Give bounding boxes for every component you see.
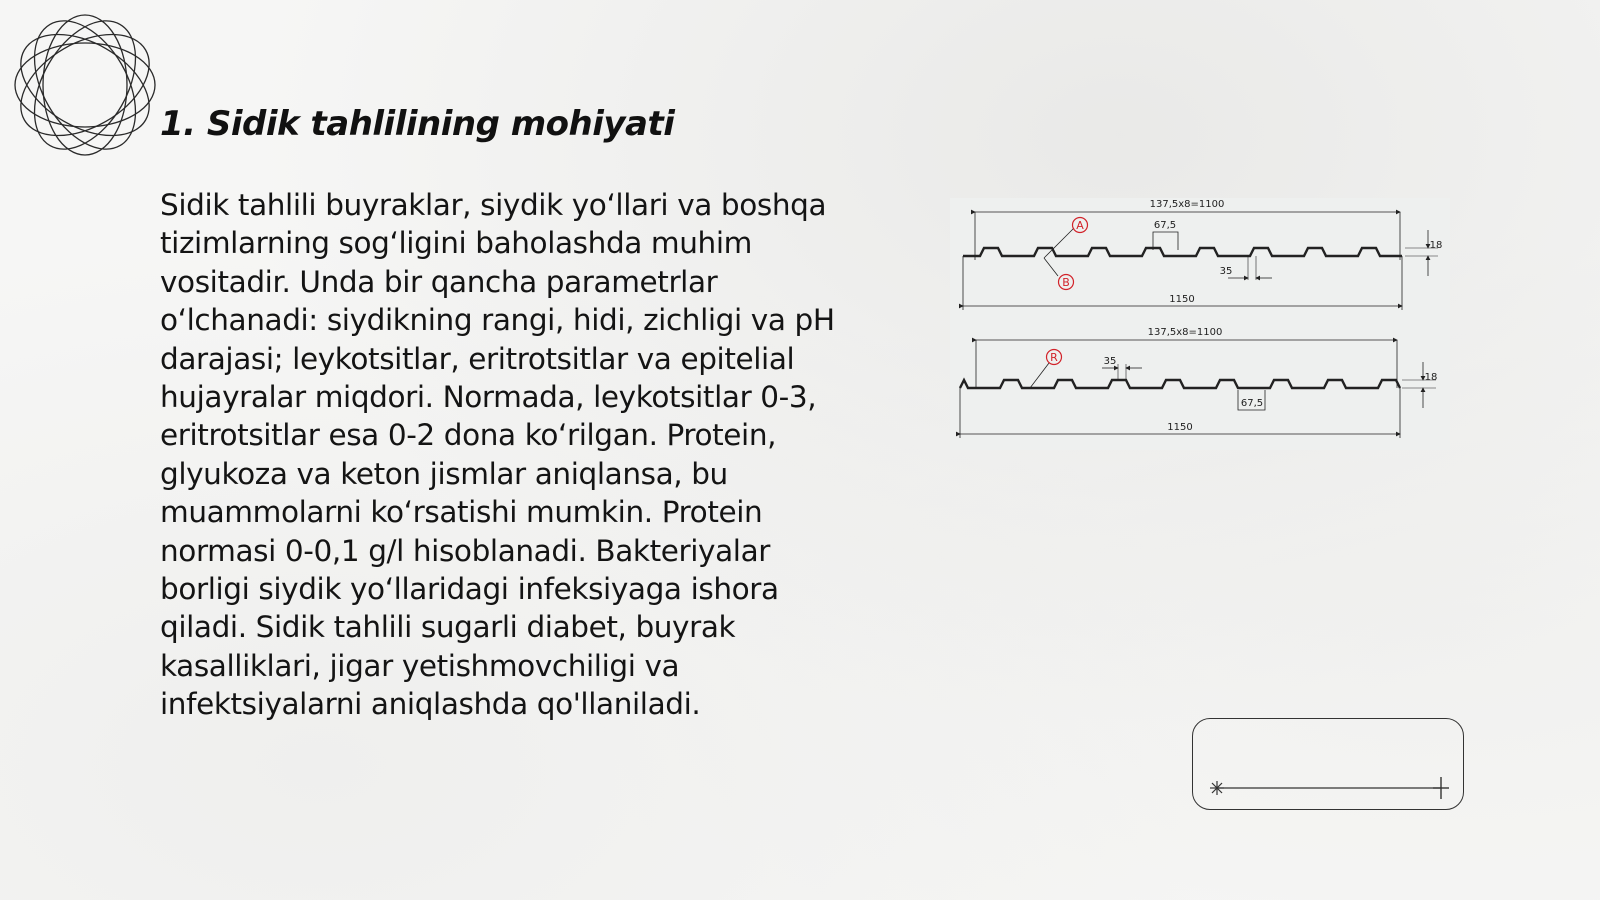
dimension-height-bottom: 18 [1424, 372, 1438, 383]
slide-title: 1. Sidik tahlilining mohiyati [160, 104, 675, 144]
profile-top [963, 212, 1438, 310]
dimension-valley-top: 35 [1219, 266, 1233, 277]
marker-r-label: R [1050, 351, 1058, 364]
dimension-height-top: 18 [1429, 240, 1443, 251]
dimension-pitch-top: 67,5 [1153, 220, 1177, 231]
decorative-rounded-frame [1192, 718, 1464, 810]
dimension-pitch-bottom: 67,5 [1240, 398, 1264, 409]
marker-a-label: A [1076, 219, 1084, 232]
roof-sheet-profile-drawing [950, 198, 1450, 450]
dimension-width-bottom: 1150 [1167, 422, 1193, 433]
dimension-overall-top: 137,5x8=1100 [1149, 199, 1225, 210]
profile-bottom [960, 340, 1436, 438]
dimension-width-top: 1150 [1169, 294, 1195, 305]
crosshair-icon [1433, 777, 1449, 799]
dimension-overall-bottom: 137,5x8=1100 [1147, 327, 1223, 338]
sparkle-icon [1210, 781, 1224, 795]
slide-body-text: Sidik tahlili buyraklar, siydik yo‘llari va boshqa tizimlarning sog‘ligini baholashda muhim vositadir. Unda bir qancha parametrlar o‘lchanadi: siydikning rangi, hidi, zichligi va pH darajasi; leykotsitlar, eritrotsitlar va epitelial hujayralar miqdori. Normada, leykotsitlar 0-3, eritrotsitlar esa 0-2 dona ko‘rilgan. Protein, glyukoza va keton jismlar aniqlansa, bu muammolarni ko‘rsatishi mumkin. Protein normasi 0-0,1 g/l hisoblanadi. Bakteriyalar borligi siydik yo‘llaridagi infeksiyaga ishora qiladi. Sidik tahlili sugarli diabet, buyrak kasalliklari, jigar yetishmovchiligi va infektsiyalarni aniqlashda qo'llaniladi. [160, 188, 835, 722]
dimension-valley-bottom: 35 [1103, 356, 1117, 367]
decorative-rosette-icon [10, 10, 160, 160]
marker-b-label: B [1062, 276, 1070, 289]
